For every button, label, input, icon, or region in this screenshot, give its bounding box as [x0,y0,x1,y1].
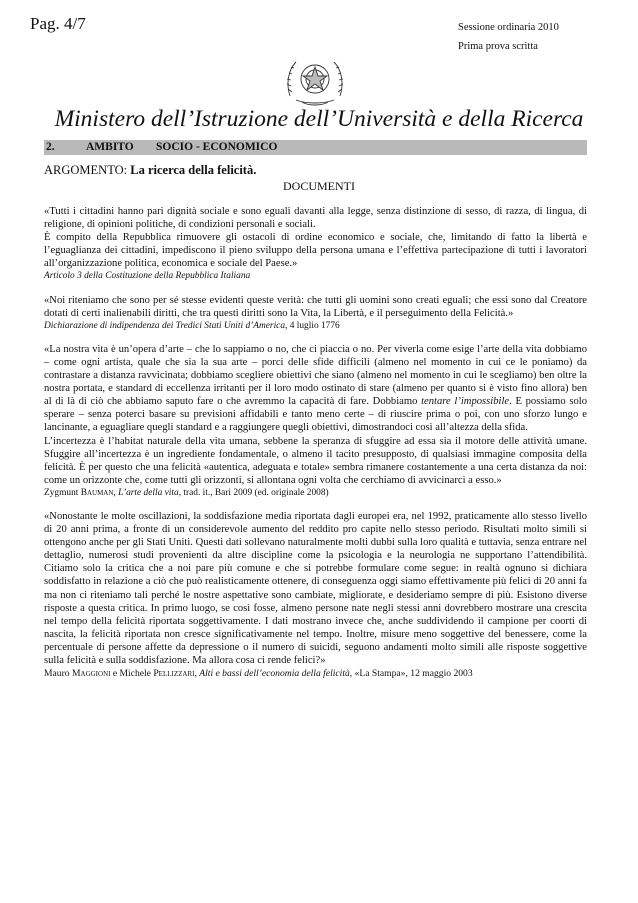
doc4-work: Alti e bassi dell’economia della felicità [199,668,350,680]
doc3-author-last: Bauman [80,487,114,498]
section-ambito: AMBITO [86,141,134,153]
doc3-source-rest: , trad. it., Bari 2009 (ed. originale 2008) [178,487,329,498]
doc2-source [44,320,587,333]
doc3-text-end: . E possiamo solo sperare – senza poterci basare su previsioni affidabili e tanto meno certe – di riuscire prima o poi, con uno sforzo lungo e lancinante, a eguagliare quegli standard e a raggiungere quegli obiettivi, dimostrandoci così all’altezza della sfida. [44,396,588,434]
republic-emblem-icon [284,52,346,108]
doc1-paragraph: «Tutti i cittadini hanno pari dignità sociale e sono eguali davanti alla legge, senza distinzione di sesso, di razza, di lingua, di religione, di opinioni politiche, di condizioni personali e sociali. [44,206,587,231]
doc4-author1-last: Maggioni [71,668,111,680]
doc1-source [44,270,587,283]
doc3-work: L’arte della vita [118,487,179,498]
doc3-source: Zygmunt Bauman, L’arte della vita, trad. it., Bari 2009 (ed. originale 2008) [44,487,329,498]
doc2-source-title: Dichiarazione di indipendenza dei Tredici Stati Uniti d’America [44,320,286,331]
argomento [44,163,256,178]
doc2-source-date: , 4 luglio 1776 [285,320,340,331]
section-name: SOCIO - ECONOMICO [156,141,278,153]
exam-label: Prima prova scritta [458,41,538,52]
doc2-paragraph: «Noi riteniamo che sono per sé stesse evidenti queste verità: che tutti gli uomini sono creati eguali; che essi sono dal Creatore dotati di certi inalienabili diritti, che tra questi diritti sono la Vita, la Libertà, e il perseguimento della Felicità.» [44,294,587,319]
documents-body [44,205,587,680]
section-bar [44,140,587,155]
page-number: Pag. 4/7 [30,14,86,33]
section-number: 2. [46,141,55,153]
doc4-author1-first: Mauro [44,668,72,680]
doc4-source-rest: , «La Stampa», 12 maggio 2003 [349,668,473,680]
doc1-paragraph: È compito della Repubblica rimuovere gli ostacoli di ordine economico e sociale, che, limitando di fatto la libertà e l’eguaglianza dei cittadini, impediscono il pieno sviluppo della persona umana e l’effettiva partecipazione di tutti i lavoratori all’organizzazione politica, economica e sociale del Paese.» [44,232,587,270]
doc4-source: Mauro Maggioni e Michele Pellizzari, Alti e bassi dell’economia della felicità, «La Stampa», 12 maggio 2003 [44,668,473,680]
session-info [458,18,559,56]
argomento-title: La ricerca della felicità. [130,163,257,177]
doc4-author2-last: Pellizzari [153,668,195,680]
doc3-author-first: Zygmunt [44,487,81,498]
documenti-heading: DOCUMENTI [283,179,355,193]
argomento-label: ARGOMENTO: [44,163,131,177]
ministry-title: Ministero dell’Istruzione dell’Università e della Ricerca [54,106,584,132]
doc3-text-start: «La nostra vita è un’opera d’arte – che lo sappiamo o no, che ci piaccia o no. Per viverla come esige l’arte della vita dobbiamo – come ogni artista, quale che sia la sua arte – porci delle sfide difficili (almeno nel momento in cui ce le poniamo) da contrastare a distanza ravvicinata; dobbiamo scegliere obiettivi che siano (almeno nel momento in cui le scegliamo) ben oltre la nostra portata, e standard di eccellenza irritanti per il loro modo ostinato di stare (almeno per quanto si è visto fino allora) ben al di là di ciò che abbiamo saputo fare o che avremmo la capacità di fare. Dobbiamo [44,343,587,408]
doc4-paragraph: «Nonostante le molte oscillazioni, la soddisfazione media riportata dagli europei era, nel 1992, praticamente allo stesso livello di 20 anni prima, a fronte di un considerevole aumento del reddito pro capite nello stesso periodo. Risultati molto simili si ottengono anche per gli Stati Uniti. Questi dati sollevano naturalmente molti dubbi sulla loro qualità e tuttavia, senza entrare nel dettaglio, numerosi studi provenienti da altre discipline come la psicologia e la neurologia ne supportano l’attendibilità. Citiamo solo la critica che a noi pare più comune e che si potrebbe formulare come segue: in realtà ognuno si dichiara soddisfatto in relazione a ciò che può realisticamente ottenere, di conseguenza oggi siamo effettivamente più felici di 20 anni fa ma non ci riteniamo tali perché le nostre aspettative sono cambiate, migliorate, e desideriamo sempre di più. Esistono diverse risposte a questa critica. In primo luogo, se così fosse, almeno persone nate negli stessi anni dovrebbero mostrare una crescita nel tempo della felicità riportata soggettivamente. I dati mostrano invece che, anche suddividendo il campione per coorti di nascita, la felicità riportata non cresce significativamente nel tempo. Inoltre, misure meno soggettive del benessere, come la percentuale di persone affette da depressione o il numero di suicidi, seguono andamenti molto simili alle risposte soggettive sulla felicità e sulla soddisfazione. Ma allora cosa ci rende felici?» [44,510,587,666]
doc3-text-italic: tentare l’impossibile [421,396,510,408]
doc4-and: e Michele [110,668,154,680]
session-label: Sessione ordinaria 2010 [458,22,559,33]
doc3-paragraph [44,343,587,435]
doc3-paragraph: L’incertezza è l’habitat naturale della vita umana, sebbene la speranza di sfuggire ad essa sia il motore delle attività umane. Sfuggire all’incertezza è un ingrediente fondamentale, o almeno il tacito presupposto, di qualsiasi immagine composita della felicità. È per questo che una felicità «autentica, adeguata e totale» sembra rimanere costantemente a una certa distanza da noi: come un orizzonte che, come tutti gli orizzonti, si allontana ogni volta che cerchiamo di avvicinarci a esso.» [44,435,587,486]
doc1-source-text: Articolo 3 della Costituzione della Repubblica Italiana [44,271,251,282]
